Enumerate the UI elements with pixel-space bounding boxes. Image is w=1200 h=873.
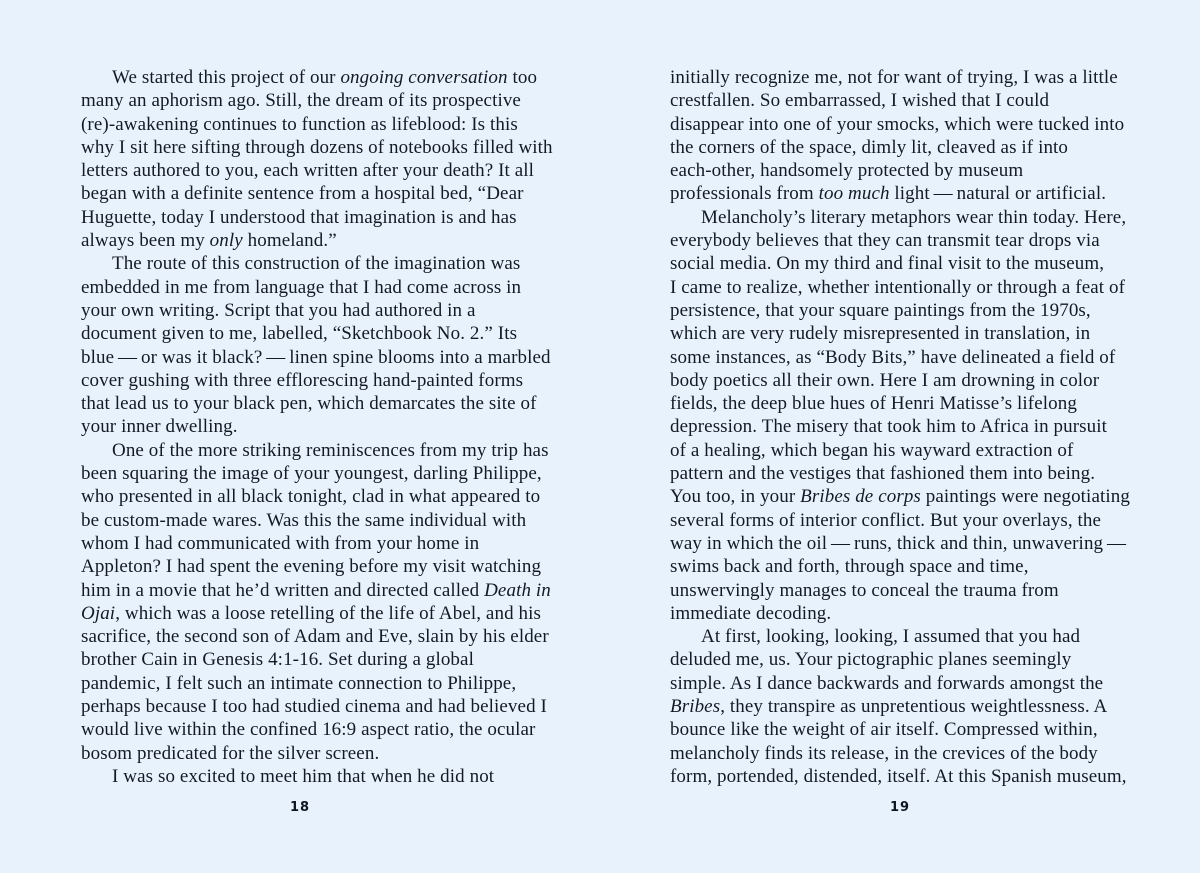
text-segment: , which was a loose retelling of the life of Abel, and his [115, 602, 541, 624]
text-segment: paintings were negotiating [920, 486, 1130, 508]
text-line [81, 369, 553, 392]
text-line [81, 439, 553, 462]
text-segment: melancholy finds its release, in the crevices of the body [670, 742, 1098, 764]
text-line [81, 625, 553, 648]
text-line [670, 602, 1130, 625]
text-line [81, 136, 553, 159]
text-segment: him in a movie that he’d written and directed called [81, 579, 485, 601]
text-line [81, 509, 553, 532]
text-segment: form, portended, distended, itself. At this Spanish museum, [670, 765, 1127, 787]
page-right-text [670, 66, 1130, 788]
text-line [81, 182, 553, 205]
text-line [670, 369, 1130, 392]
text-segment: why I sit here sifting through dozens of notebooks filled with [81, 136, 553, 158]
text-line [81, 462, 553, 485]
text-line [81, 672, 553, 695]
text-segment: immediate decoding. [670, 602, 832, 624]
text-line [670, 322, 1130, 345]
text-line [81, 415, 553, 438]
text-segment-italic: Bribes de corps [800, 486, 921, 508]
text-line [81, 66, 553, 89]
text-line [81, 89, 553, 112]
text-line [81, 718, 553, 741]
text-segment: social media. On my third and final visit to the museum, [670, 253, 1105, 275]
text-segment: fields, the deep blue hues of Henri Matisse’s lifelong [670, 393, 1077, 415]
text-segment: sacrifice, the second son of Adam and Eve, slain by his elder [81, 626, 549, 648]
text-segment: many an aphorism ago. Still, the dream of its prospective [81, 90, 521, 112]
text-line [670, 66, 1130, 89]
text-segment: The route of this construction of the imagination was [112, 253, 521, 275]
text-segment: initially recognize me, not for want of trying, I was a little [670, 67, 1118, 88]
text-line [670, 89, 1130, 112]
text-segment: be custom-made wares. Was this the same individual with [81, 509, 527, 531]
text-line [81, 579, 553, 602]
text-segment: , they transpire as unpretentious weightlessness. A [720, 696, 1108, 718]
text-segment: several forms of interior conflict. But your overlays, the [670, 509, 1102, 531]
text-segment: I was so excited to meet him that when he did not [112, 765, 495, 787]
page-left-text [81, 66, 553, 788]
text-segment: bounce like the weight of air itself. Compressed within, [670, 719, 1098, 741]
text-line [670, 252, 1130, 275]
page-right [600, 0, 1200, 873]
text-segment: everybody believes that they can transmit tear drops via [670, 230, 1100, 252]
text-segment: which are very rudely misrepresented in translation, in [670, 323, 1091, 345]
text-line [670, 229, 1130, 252]
text-line [670, 695, 1130, 718]
text-segment: letters authored to you, each written after your death? It all [81, 160, 535, 182]
text-segment-italic: ongoing conversation [340, 67, 508, 88]
text-segment-italic: Death in [484, 579, 551, 601]
text-line [81, 229, 553, 252]
text-line [81, 485, 553, 508]
text-line [670, 765, 1130, 788]
text-line [670, 415, 1130, 438]
text-segment: of a healing, which began his wayward extraction of [670, 439, 1074, 461]
text-segment: homeland.” [242, 230, 337, 252]
text-line [670, 392, 1130, 415]
text-segment: perhaps because I too had studied cinema and had believed I [81, 696, 547, 718]
text-segment: (re)-awakening continues to function as lifeblood: Is this [81, 113, 518, 135]
text-segment: One of the more striking reminiscences from my trip has [112, 439, 549, 461]
text-segment: whom I had communicated with from your home in [81, 532, 480, 554]
text-segment: professionals from [670, 183, 819, 205]
text-segment: I came to realize, whether intentionally or through a feat of [670, 276, 1126, 298]
text-segment: persistence, that your square paintings from the 1970s, [670, 299, 1091, 321]
text-line [81, 695, 553, 718]
text-segment: document given to me, labelled, “Sketchbook No. 2.” Its [81, 323, 518, 345]
text-segment: began with a definite sentence from a hospital bed, “Dear [81, 183, 524, 205]
text-segment: embedded in me from language that I had come across in [81, 276, 522, 298]
text-line [81, 532, 553, 555]
text-segment-italic: only [209, 230, 243, 252]
text-segment: body poetics all their own. Here I am drowning in color [670, 369, 1100, 391]
page-number-left: 18 [289, 800, 311, 815]
text-line [81, 346, 553, 369]
text-segment: the corners of the space, dimly lit, cleaved as if into [670, 136, 1069, 158]
text-segment: You too, in your [670, 486, 801, 508]
text-segment: crestfallen. So embarrassed, I wished that I could [670, 90, 1050, 112]
text-line [670, 555, 1130, 578]
text-line [670, 299, 1130, 322]
text-line [670, 625, 1130, 648]
text-line [670, 532, 1130, 555]
text-segment: Appleton? I had spent the evening before my visit watching [81, 556, 542, 578]
text-segment: your inner dwelling. [81, 416, 238, 438]
text-segment: been squaring the image of your youngest, darling Philippe, [81, 463, 542, 485]
text-line [81, 159, 553, 182]
page-number-right: 19 [889, 800, 911, 815]
text-line [81, 322, 553, 345]
text-line [670, 159, 1130, 182]
text-segment: your own writing. Script that you had authored in a [81, 299, 476, 321]
text-line [670, 346, 1130, 369]
text-segment: always been my [81, 230, 210, 252]
text-line [81, 742, 553, 765]
text-segment: swims back and forth, through space and time, [670, 556, 1029, 578]
text-line [81, 252, 553, 275]
text-line [670, 742, 1130, 765]
text-line [670, 579, 1130, 602]
text-segment: way in which the oil — runs, thick and thin, unwavering — [670, 532, 1127, 554]
text-line [670, 485, 1130, 508]
text-segment: cover gushing with three efflorescing hand-painted forms [81, 369, 524, 391]
text-line [670, 276, 1130, 299]
text-segment: some instances, as “Body Bits,” have delineated a field of [670, 346, 1116, 368]
text-line [670, 509, 1130, 532]
text-line [81, 276, 553, 299]
text-segment: depression. The misery that took him to Africa in pursuit [670, 416, 1108, 438]
text-segment: Huguette, today I understood that imagination is and has [81, 206, 517, 228]
text-segment: We started this project of our [112, 67, 341, 88]
text-line [670, 718, 1130, 741]
text-segment: that lead us to your black pen, which demarcates the site of [81, 393, 537, 415]
text-segment: Melancholy’s literary metaphors wear thin today. Here, [701, 206, 1127, 228]
text-segment-italic: Bribes [670, 696, 721, 718]
text-line [81, 648, 553, 671]
text-segment: pandemic, I felt such an intimate connection to Philippe, [81, 672, 517, 694]
text-line [670, 113, 1130, 136]
text-segment: too [507, 67, 538, 88]
text-segment: At first, looking, looking, I assumed that you had [701, 626, 1081, 648]
text-segment: each-other, handsomely protected by museum [670, 160, 1024, 182]
text-line [670, 462, 1130, 485]
text-line [81, 602, 553, 625]
text-segment: who presented in all black tonight, clad in what appeared to [81, 486, 541, 508]
text-line [81, 392, 553, 415]
text-line [81, 765, 553, 788]
text-line [670, 206, 1130, 229]
text-line [670, 648, 1130, 671]
text-segment: brother Cain in Genesis 4:1-16. Set during a global [81, 649, 474, 671]
text-segment: simple. As I dance backwards and forwards amongst the [670, 672, 1104, 694]
text-line [81, 206, 553, 229]
text-line [670, 136, 1130, 159]
text-line [81, 299, 553, 322]
text-segment: deluded me, us. Your pictographic planes seemingly [670, 649, 1072, 671]
text-line [670, 182, 1130, 205]
text-line [670, 672, 1130, 695]
text-segment-italic: Ojai [81, 602, 116, 624]
text-segment: bosom predicated for the silver screen. [81, 742, 380, 764]
text-segment: unswervingly manages to conceal the trauma from [670, 579, 1059, 601]
text-segment: would live within the confined 16:9 aspect ratio, the ocular [81, 719, 536, 741]
text-segment: disappear into one of your smocks, which were tucked into [670, 113, 1125, 135]
text-segment: blue — or was it black? — linen spine blooms into a marbled [81, 346, 551, 368]
text-line [81, 113, 553, 136]
text-segment: pattern and the vestiges that fashioned them into being. [670, 463, 1096, 485]
text-segment-italic: too much [818, 183, 890, 205]
text-line [670, 439, 1130, 462]
text-line [81, 555, 553, 578]
text-segment: light — natural or artificial. [889, 183, 1107, 205]
